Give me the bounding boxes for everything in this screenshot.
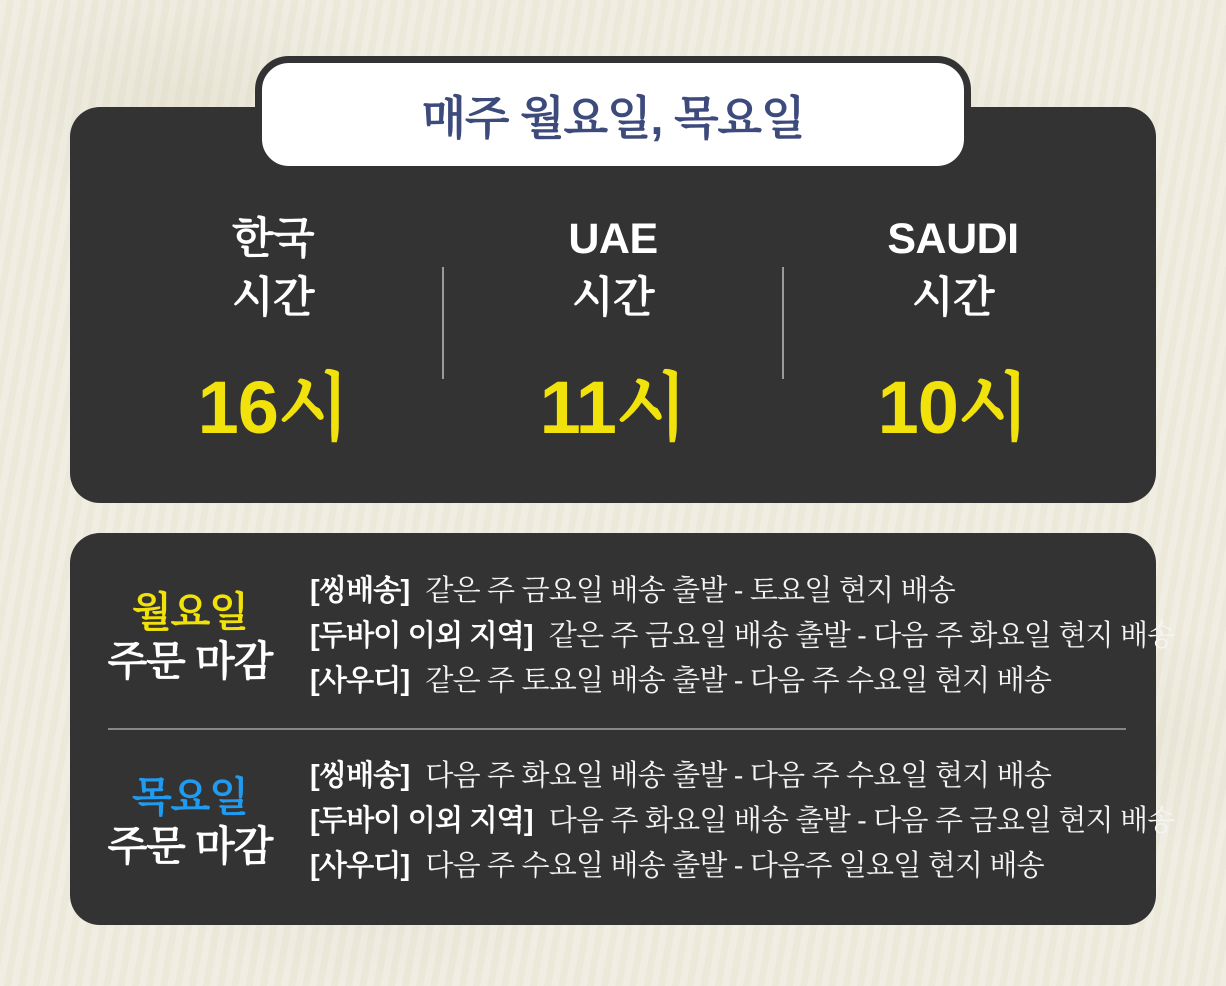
delivery-tag: [씽배송]: [310, 575, 410, 607]
time-column-uae: [444, 210, 782, 455]
monday-delivery-lines: [310, 569, 1175, 704]
region-label: 한국: [231, 215, 315, 263]
time-value: 10시: [877, 365, 1029, 449]
order-deadline-label: 주문 마감: [107, 637, 273, 684]
delivery-text: 같은 주 금요일 배송 출발 - 토요일 현지 배송: [425, 575, 955, 607]
deadline-card: [70, 533, 1175, 925]
day-name: 월요일: [132, 589, 248, 636]
delivery-tag: [사우디]: [310, 665, 410, 697]
time-column-saudi: [784, 210, 1122, 455]
time-column-korea: [104, 210, 442, 455]
delivery-tag: [두바이 이외 지역]: [310, 805, 533, 837]
delivery-line: [310, 659, 1156, 704]
thursday-deadline-row: [70, 754, 1175, 889]
delivery-line: [310, 569, 1156, 614]
delivery-line: [310, 754, 1156, 799]
delivery-text: 다음 주 수요일 배송 출발 - 다음주 일요일 현지 배송: [425, 850, 1044, 882]
monday-deadline-row: [70, 569, 1175, 704]
delivery-tag: [사우디]: [310, 850, 410, 882]
thursday-label: [70, 773, 310, 870]
weekly-header-pill: [255, 56, 971, 173]
order-deadline-label: 주문 마감: [107, 822, 273, 869]
unit-label: 시간: [231, 274, 315, 323]
delivery-tag: [씽배송]: [310, 760, 410, 792]
delivery-text: 다음 주 화요일 배송 출발 - 다음 주 수요일 현지 배송: [425, 760, 1052, 792]
region-label: SAUDI: [887, 215, 1019, 263]
unit-label: 시간: [911, 274, 995, 323]
thursday-delivery-lines: [310, 754, 1175, 889]
delivery-text: 다음 주 화요일 배송 출발 - 다음 주 금요일 현지 배송: [548, 805, 1175, 837]
monday-label: [70, 588, 310, 685]
day-name: 목요일: [132, 774, 248, 821]
delivery-line: [310, 799, 1175, 844]
delivery-text: 같은 주 토요일 배송 출발 - 다음 주 수요일 현지 배송: [425, 665, 1052, 697]
delivery-line: [310, 844, 1156, 889]
region-label: UAE: [568, 215, 658, 263]
delivery-line: [310, 614, 1175, 659]
row-divider: [108, 728, 1126, 730]
time-value: 16시: [197, 365, 349, 449]
weekly-header-title: 매주 월요일, 목요일: [421, 91, 805, 144]
delivery-text: 같은 주 금요일 배송 출발 - 다음 주 화요일 현지 배송: [548, 620, 1175, 652]
unit-label: 시간: [571, 274, 655, 323]
delivery-tag: [두바이 이외 지역]: [310, 620, 533, 652]
time-value: 11시: [539, 365, 687, 449]
